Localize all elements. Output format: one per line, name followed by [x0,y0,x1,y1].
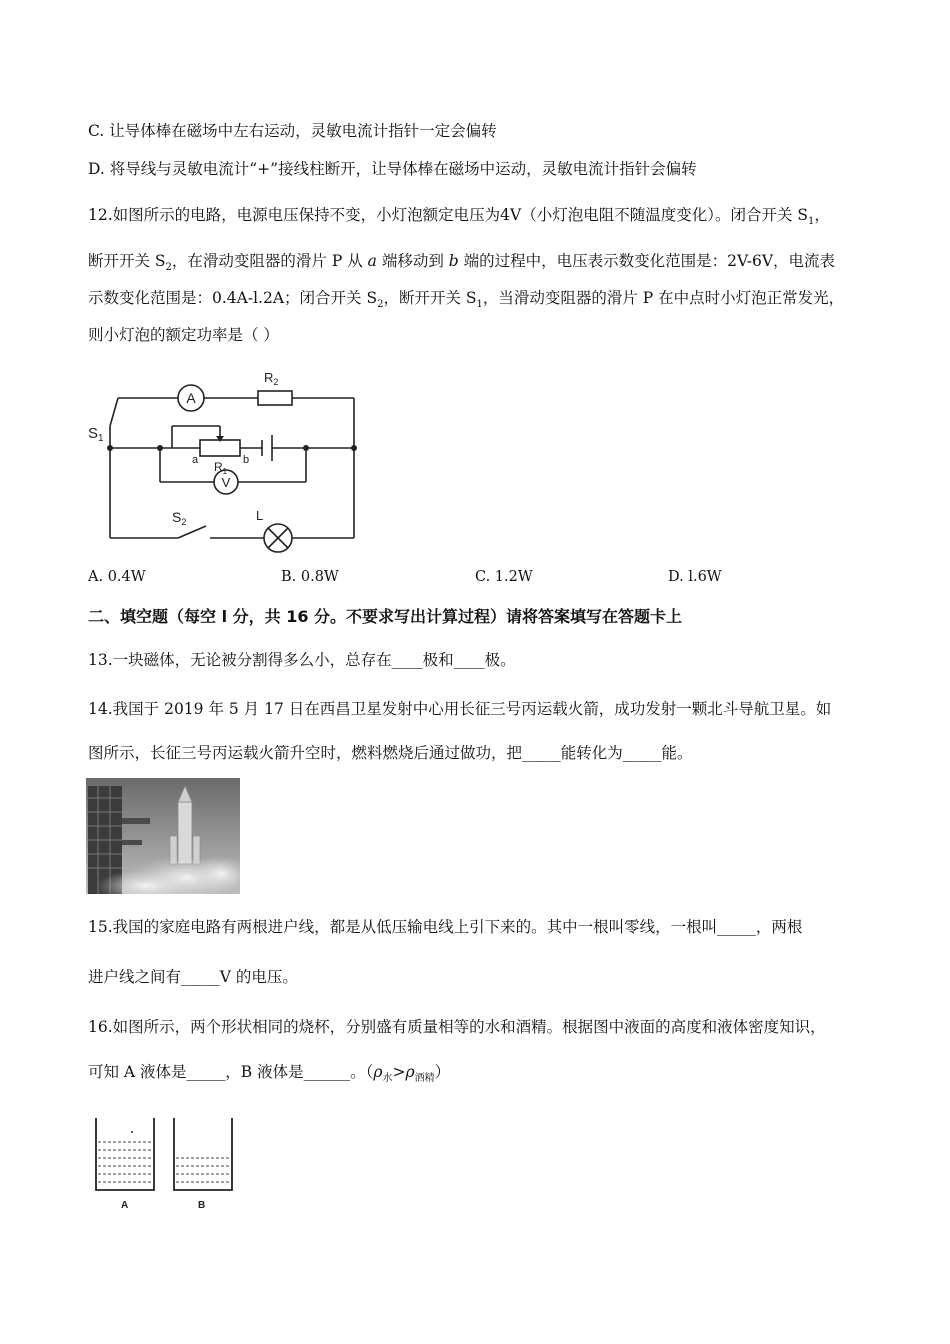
q12-option-a: A. 0.4W [88,569,146,585]
ammeter-label: A [186,390,196,406]
q11-option-d: D. 将导线与灵敏电流计“+”接线柱断开，让导体棒在磁场中运动，灵敏电流计指针会偏转 [88,160,697,178]
q12-line-4: 则小灯泡的额定功率是（ ） [88,326,279,344]
q12-option-c: C. 1.2W [475,569,533,585]
q12-line-3: 示数变化范围是：0.4A-l.2A；闭合开关 $S_2$，断开开关 $S_1$，当滑动变阻器的滑片 P 在中点时小灯泡正常发光， [88,289,845,311]
s2-label: $S_2$ [172,509,187,527]
q11-option-c: C. 让导体棒在磁场中左右运动，灵敏电流计指针一定会偏转 [88,122,497,140]
q14-line-1: 14.我国于 2019 年 5 月 17 日在西昌卫星发射中心用长征三号丙运载火箭，成功发射一颗北斗导航卫星。如 [88,700,832,718]
r1-label: $R_1$ [214,460,228,476]
beaker-b-label: B [198,1200,206,1211]
s1-label: $S_1$ [88,425,104,444]
lamp-label: L [256,508,264,523]
q12-line-1: 12.如图所示的电路，电源电压保持不变，小灯泡额定电压为4V（小灯泡电阻不随温度变化）。闭合开关 $S_1$， [88,206,830,228]
q16-line-2: 可知 A 液体是_____，B 液体是______。$(\rho_水>\rho_{酒精})$ [88,1063,451,1085]
terminal-b-label: b [243,454,250,466]
q12-option-b: B. 0.8W [281,569,339,585]
q12-line-2: 断开开关 $S_2$，在滑动变阻器的滑片 P 从 a 端移动到 b 端的过程中，电压表示数变化范围是：2V-6V，电流表 [88,252,836,274]
q13-text: 13.一块磁体，无论被分割得多么小，总存在____极和____极。 [88,651,516,669]
section-heading: 二、填空题（每空 l 分，共 16 分。不要求写出计算过程）请将答案填写在答题卡上 [88,607,683,626]
q15-line-1: 15.我国的家庭电路有两根进户线，都是从低压输电线上引下来的。其中一根叫零线，一根叫_____，两根 [88,918,803,936]
q14-line-2: 图所示，长征三号丙运载火箭升空时，燃料燃烧后通过做功，把_____能转化为_____能。 [88,744,693,762]
circuit-diagram [80,362,380,562]
q15-line-2: 进户线之间有_____V 的电压。 [88,968,298,986]
q16-line-1: 16.如图所示，两个形状相同的烧杯，分别盛有质量相等的水和酒精。根据图中液面的高度和液体密度知识， [88,1018,826,1036]
voltmeter-label: V [221,475,231,490]
q12-option-d: D. l.6W [668,569,722,585]
beakers-diagram [88,1112,248,1212]
r2-label: $R_2$ [264,370,279,387]
terminal-a-label: a [192,454,199,466]
rocket-launch-photo [86,778,240,894]
beaker-a-label: A [121,1200,129,1211]
